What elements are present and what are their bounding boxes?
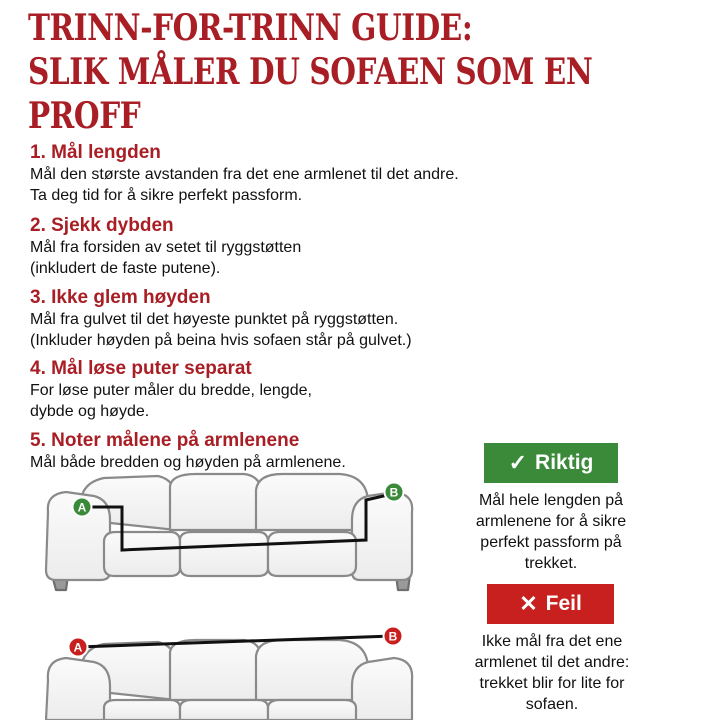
- step-4-heading: 4. Mål løse puter separat: [30, 358, 252, 379]
- correct-note-line-2: armlenene for å sikre: [475, 513, 627, 530]
- wrong-note-line-3: trekket blir for lite for: [479, 675, 625, 692]
- sofa-correct-seat-1: [104, 532, 180, 576]
- sofa-wrong-back-middle: [170, 640, 262, 700]
- marker-b-wrong-label: B: [388, 629, 398, 644]
- correct-note: [456, 490, 646, 574]
- sofa-wrong: [46, 640, 412, 720]
- correct-badge-label: Riktig: [535, 451, 594, 474]
- sofa-wrong-seat-2: [180, 700, 268, 720]
- step-5-text-1: Mål både bredden og høyden på armlenene.: [30, 454, 346, 471]
- step-3-text-2: (Inkluder høyden på beina hvis sofaen står på gulvet.): [30, 332, 412, 349]
- title-line-1: TRINN-FOR-TRINN GUIDE:: [28, 7, 473, 49]
- step-4-text-2: dybde og høyde.: [30, 403, 150, 420]
- sofa-wrong-seat-1: [104, 700, 180, 720]
- wrong-badge-label: Feil: [545, 592, 582, 615]
- sofa-wrong-arm-left: [46, 658, 110, 720]
- step-1-text-2: Ta deg tid for å sikre perfekt passform.: [30, 187, 303, 204]
- step-1-text-1: Mål den største avstanden fra det ene armlenet til det andre.: [30, 166, 459, 183]
- wrong-badge: [487, 584, 614, 624]
- step-2-text-2: (inkludert de faste putene).: [30, 260, 221, 277]
- step-3-text-1: Mål fra gulvet til det høyeste punktet på ryggstøtten.: [30, 311, 399, 328]
- sofa-correct-seat-2: [180, 532, 268, 576]
- correct-note-line-4: trekket.: [524, 555, 578, 572]
- step-2-heading: 2. Sjekk dybden: [30, 215, 174, 236]
- sofa-correct-seat-3: [268, 532, 356, 576]
- sofa-correct-back-middle: [170, 474, 262, 530]
- wrong-note-line-2: armlenet til det andre:: [474, 654, 630, 671]
- correct-note-line-1: Mål hele lengden på: [478, 492, 624, 509]
- marker-b-wrong: [384, 627, 403, 646]
- correct-badge: [484, 443, 618, 483]
- sofa-correct-arm-right: [352, 492, 412, 580]
- marker-a-correct: [73, 498, 92, 517]
- title-line-2: SLIK MÅLER DU SOFAEN SOM EN: [28, 51, 593, 93]
- step-4-text-1: For løse puter måler du bredde, lengde,: [30, 382, 312, 399]
- wrong-note-line-4: sofaen.: [525, 696, 579, 713]
- marker-a-wrong: [69, 638, 88, 657]
- check-icon: ✓: [508, 450, 528, 475]
- marker-a-correct-label: A: [77, 500, 87, 515]
- cross-icon: ✕: [519, 591, 538, 616]
- title-line-3: PROFF: [28, 95, 141, 137]
- sofa-correct: [46, 474, 412, 590]
- marker-b-correct-label: B: [389, 485, 399, 500]
- sofa-wrong-seat-3: [268, 700, 356, 720]
- marker-b-correct: [385, 483, 404, 502]
- step-5-heading: 5. Noter målene på armlenene: [30, 430, 300, 451]
- step-3-heading: 3. Ikke glem høyden: [30, 287, 211, 308]
- marker-a-wrong-label: A: [73, 640, 83, 655]
- correct-note-line-3: perfekt passform på: [480, 534, 622, 551]
- sofa-wrong-arm-right: [352, 658, 412, 720]
- step-2-text-1: Mål fra forsiden av setet til ryggstøtten: [30, 239, 302, 256]
- step-1-heading: 1. Mål lengden: [30, 142, 161, 163]
- wrong-note-line-1: Ikke mål fra det ene: [481, 633, 623, 650]
- wrong-note: [452, 631, 652, 715]
